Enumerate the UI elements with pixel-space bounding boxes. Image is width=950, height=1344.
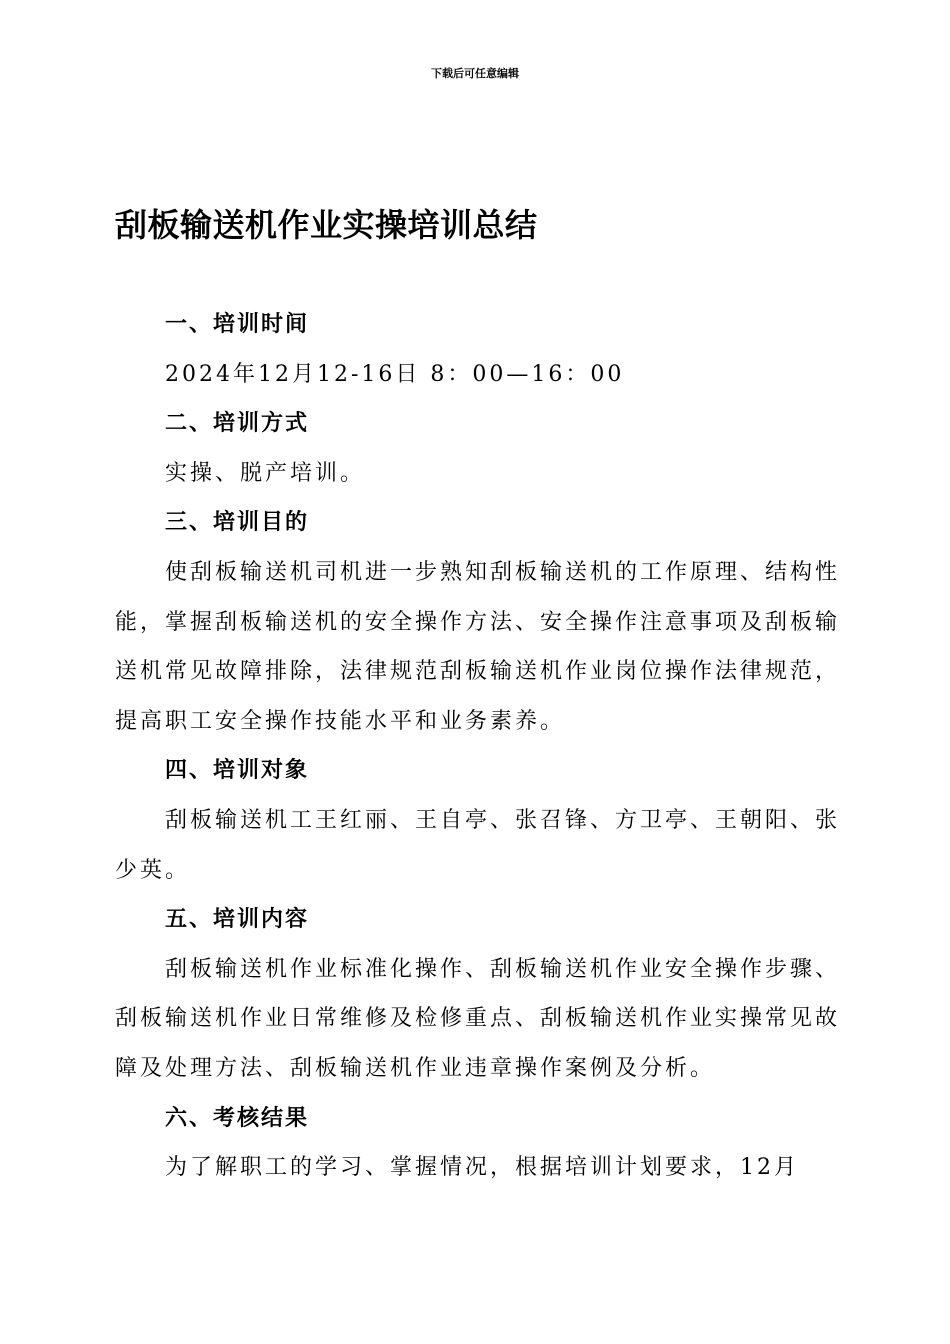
section-assessment-results <box>115 1094 840 1193</box>
section-text: 实操、脱产培训。 <box>165 460 366 486</box>
section-training-time <box>115 300 840 399</box>
section-training-content <box>115 895 840 1093</box>
section-text: 2024年12月12-16日 8：00—16：00 <box>165 361 625 387</box>
section-heading: 二、培训方式 <box>165 411 310 437</box>
section-text: 使刮板输送机司机进一步熟知刮板输送机的工作原理、结构性能，掌握刮板输送机的安全操作方法、安全操作注意事项及刮板输送机常见故障排除，法律规范刮板输送机作业岗位操作法律规范，提高职工安全操作技能水平和业务素养。 <box>115 559 841 734</box>
section-text: 刮板输送机作业标准化操作、刮板输送机作业安全操作步骤、刮板输送机作业日常维修及检修重点、刮板输送机作业实操常见故障及处理方法、刮板输送机作业违章操作案例及分析。 <box>115 956 841 1081</box>
section-heading: 四、培训对象 <box>165 758 310 784</box>
section-training-purpose <box>115 498 840 746</box>
section-heading: 六、考核结果 <box>165 1105 310 1131</box>
document-title: 刮板输送机作业实操培训总结 <box>115 206 538 244</box>
section-heading: 三、培训目的 <box>165 510 310 536</box>
section-heading: 五、培训内容 <box>165 907 310 933</box>
header-note: 下载后可任意编辑 <box>431 67 519 80</box>
section-heading: 一、培训时间 <box>165 312 310 337</box>
document-body <box>115 300 840 1193</box>
section-training-method <box>115 399 840 498</box>
section-text: 为了解职工的学习、掌握情况，根据培训计划要求，12月 <box>165 1155 799 1181</box>
section-text: 刮板输送机工王红丽、王自亭、张召锋、方卫亭、王朝阳、张少英。 <box>115 807 841 883</box>
section-training-participants <box>115 746 840 895</box>
